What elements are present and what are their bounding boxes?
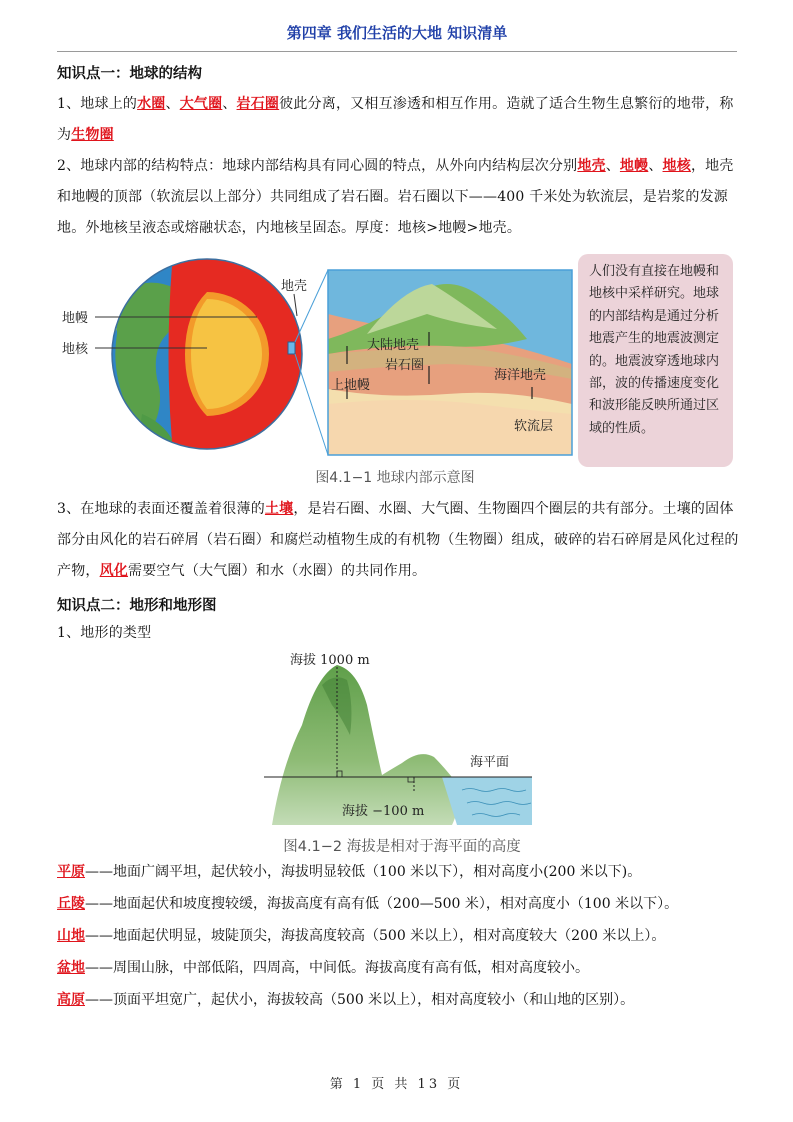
earth-structure-figure [57, 254, 577, 459]
label-upper-mantle: 上地幔 [331, 378, 371, 393]
label-altitude-minus-100: 海拔 −100 m [342, 804, 425, 819]
term-mountain: 山地 [57, 928, 85, 944]
keyword-crust: 地壳 [577, 158, 606, 174]
keyword-core: 地核 [662, 158, 691, 174]
figure2-caption: 图4.1−2 海拔是相对于海平面的高度 [283, 839, 521, 855]
list-item: 平原——地面广阔平坦，起伏较小，海拔明显较低（100 米以下），相对高度小(200 米以下)。 [57, 864, 642, 880]
mountain-icon [272, 665, 462, 825]
section-title-earth-structure: 知识点一：地球的结构 [57, 66, 202, 82]
paragraph-interior: 2、地球内部的结构特点：地球内部结构具有同心圆的特点，从外向内结构层次分别地壳、地幔、地核，地壳和地幔的顶部（软流层以上部分）共同组成了岩石圈。岩石圈以下——400 千米处为软流层，是岩浆的发源地。外地核呈液态或熔融状态，内地核呈固态。厚度：地核>地幔>地壳。 [57, 158, 734, 236]
label-sea-level: 海平面 [470, 755, 510, 770]
keyword-soil: 土壤 [264, 501, 294, 517]
term-hills: 丘陵 [57, 896, 85, 912]
list-item: 盆地——周围山脉，中部低陷，四周高，中间低。海拔高度有高有低，相对高度较小。 [57, 960, 589, 976]
keyword-mantle: 地幔 [619, 158, 649, 174]
term-basin: 盆地 [57, 960, 85, 976]
globe-icon [97, 259, 302, 449]
keyword-lithosphere: 岩石圈 [236, 96, 280, 112]
note-box: 人们没有直接在地幔和地核中采样研究。地球的内部结构是通过分析地震产生的地震波测定的。地震波穿透地球内部，波的传播速度变化和波形能反映所通过区域的性质。 [578, 254, 733, 467]
label-lithosphere: 岩石圈 [385, 358, 425, 373]
figure1-caption: 图4.1−1 地球内部示意图 [315, 470, 475, 486]
paragraph-spheres: 1、地球上的水圈、大气圈、岩石圈彼此分离，又相互渗透和相互作用。造就了适合生物生息繁衍的地带，称为生物圈 [57, 96, 734, 143]
sea-icon [442, 777, 532, 825]
label-asthenosphere: 软流层 [514, 419, 554, 434]
label-mantle: 地幔 [62, 311, 89, 326]
label-core: 地核 [62, 342, 89, 357]
page-footer: 第 1 页 共 13 页 [329, 1077, 464, 1092]
label-altitude-1000: 海拔 1000 m [290, 653, 370, 668]
label-oceanic-crust: 海洋地壳 [494, 368, 547, 383]
paragraph-soil: 3、在地球的表面还覆盖着很薄的土壤，是岩石圈、水圈、大气圈、生物圈四个圈层的共有部分。土壤的固体部分由风化的岩石碎屑（岩石圈）和腐烂动植物生成的有机物（生物圈）组成，破碎的岩石碎屑是风化过程的产物，风化需要空气（大气圈）和水（水圈）的共同作用。 [57, 501, 739, 579]
keyword-weathering: 风化 [99, 563, 129, 579]
keyword-hydrosphere: 水圈 [137, 96, 166, 112]
label-crust: 地壳 [281, 279, 308, 294]
keyword-atmosphere: 大气圈 [179, 96, 223, 112]
page-title: 第四章 我们生活的大地 知识清单 [57, 18, 737, 52]
keyword-biosphere: 生物圈 [71, 127, 114, 143]
altitude-figure [262, 645, 542, 830]
subheading-landform-types: 1、地形的类型 [57, 625, 152, 641]
section-title-landforms: 知识点二：地形和地形图 [57, 598, 217, 614]
list-item: 高原——顶面平坦宽广，起伏小，海拔较高（500 米以上），相对高度较小（和山地的区别）。 [57, 992, 635, 1008]
list-item: 丘陵——地面起伏和坡度搜较缓，海拔高度有高有低（200—500 米），相对高度小（100 米以下）。 [57, 896, 679, 912]
list-item: 山地——地面起伏明显，坡陡顶尖，海拔高度较高（500 米以上），相对高度较大（200 米以上）。 [57, 928, 666, 944]
term-plain: 平原 [57, 864, 85, 880]
label-continental-crust: 大陆地壳 [367, 338, 420, 353]
term-plateau: 高原 [57, 992, 85, 1008]
